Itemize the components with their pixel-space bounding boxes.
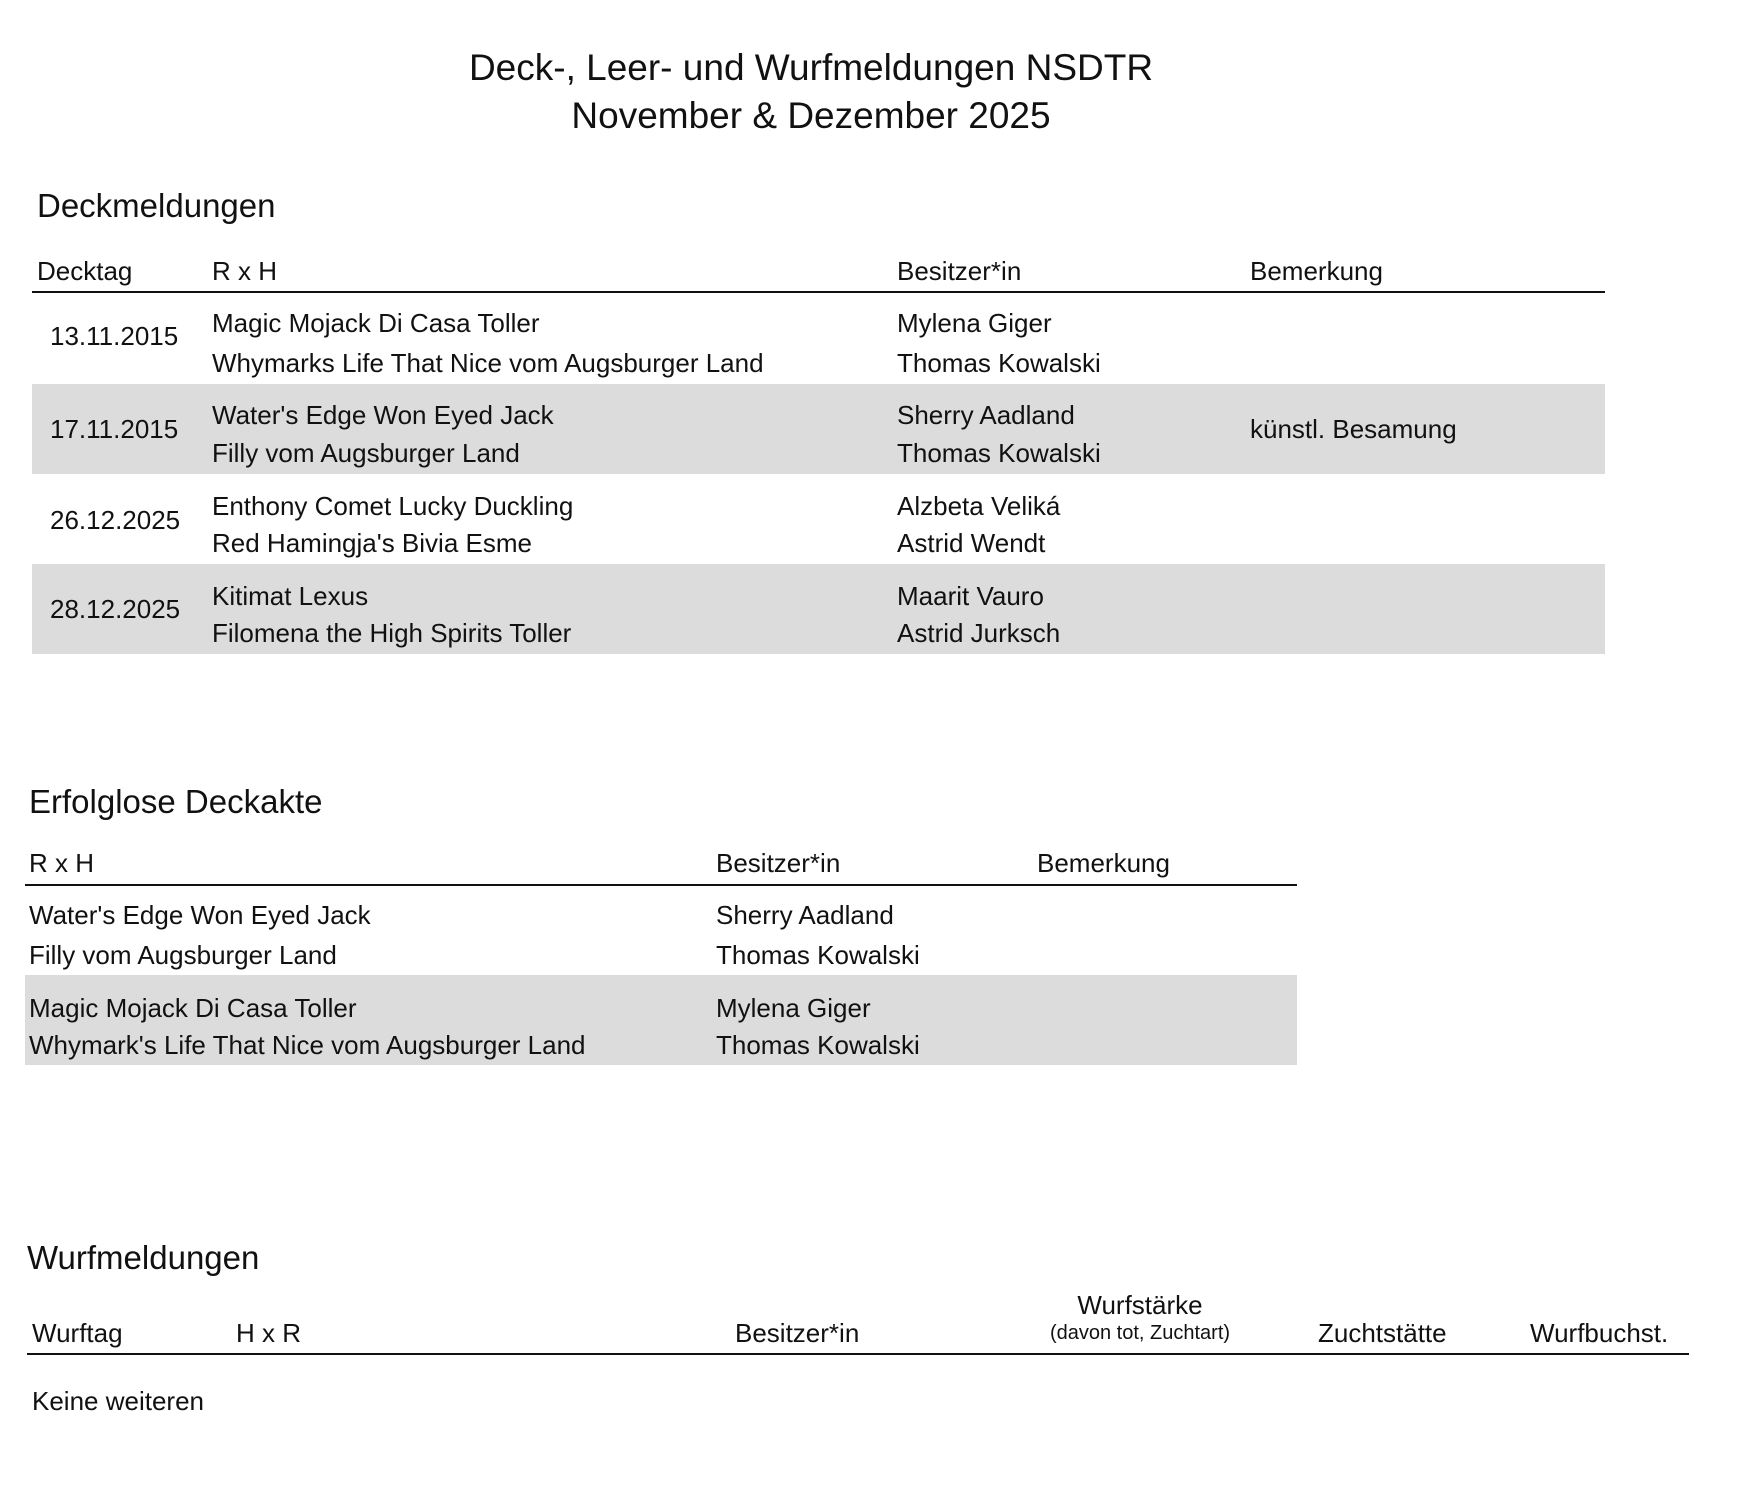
column-header-wurfstaerke [1030, 1290, 1250, 1346]
section-title-wurfmeldungen: Wurfmeldungen [27, 1239, 260, 1276]
column-header-hxr: H x R [236, 1318, 301, 1348]
row-owner-female: Astrid Wendt [897, 528, 1046, 558]
row-owner-male: Mylena Giger [716, 993, 871, 1023]
column-header-bemerkung: Bemerkung [1250, 256, 1383, 286]
row-owner-female: Thomas Kowalski [716, 1030, 920, 1060]
column-header-besitzer: Besitzer*in [716, 848, 841, 878]
row-owner-male: Mylena Giger [897, 308, 1052, 338]
header-divider [32, 291, 1605, 293]
row-date: 17.11.2015 [50, 414, 179, 444]
header-divider [27, 1353, 1689, 1355]
column-header-rxh: R x H [212, 256, 277, 286]
row-owner-female: Astrid Jurksch [897, 618, 1061, 648]
row-female: Filomena the High Spirits Toller [212, 618, 572, 648]
column-header-besitzer: Besitzer*in [735, 1318, 860, 1348]
column-header-zuchtstaette: Zuchtstätte [1318, 1318, 1447, 1348]
row-female: Filly vom Augsburger Land [212, 438, 520, 468]
column-header-besitzer: Besitzer*in [897, 256, 1022, 286]
row-owner-female: Thomas Kowalski [897, 438, 1101, 468]
row-male: Kitimat Lexus [212, 581, 369, 611]
row-male: Enthony Comet Lucky Duckling [212, 491, 574, 521]
row-owner-male: Sherry Aadland [897, 400, 1075, 430]
row-date: 26.12.2025 [50, 505, 181, 535]
row-owner-male: Sherry Aadland [716, 900, 894, 930]
row-female: Red Hamingja's Bivia Esme [212, 528, 532, 558]
row-female: Filly vom Augsburger Land [29, 940, 337, 970]
column-header-wurfbuchst: Wurfbuchst. [1530, 1318, 1669, 1348]
row-male: Magic Mojack Di Casa Toller [212, 308, 540, 338]
row-owner-male: Maarit Vauro [897, 581, 1044, 611]
row-date: 13.11.2015 [50, 321, 179, 351]
wurfstaerke-label: Wurfstärke [1077, 1290, 1203, 1320]
column-header-wurftag: Wurftag [32, 1318, 123, 1348]
wurfstaerke-sublabel: (davon tot, Zuchtart) [1049, 1322, 1231, 1344]
row-owner-male: Alzbeta Veliká [897, 491, 1061, 521]
row-date: 28.12.2025 [50, 594, 181, 624]
row-female: Whymark's Life That Nice vom Augsburger Land [29, 1030, 586, 1060]
row-female: Whymarks Life That Nice vom Augsburger Land [212, 348, 764, 378]
row-remark: künstl. Besamung [1250, 414, 1457, 444]
column-header-bemerkung: Bemerkung [1037, 848, 1170, 878]
section-title-deckmeldungen: Deckmeldungen [37, 187, 276, 224]
column-header-rxh: R x H [29, 848, 94, 878]
document-title: Deck-, Leer- und Wurfmeldungen NSDTR [468, 47, 1154, 88]
row-male: Water's Edge Won Eyed Jack [212, 400, 554, 430]
row-male: Water's Edge Won Eyed Jack [29, 900, 371, 930]
empty-message: Keine weiteren [32, 1386, 204, 1416]
column-header-decktag: Decktag [37, 256, 133, 286]
row-owner-female: Thomas Kowalski [716, 940, 920, 970]
document-subtitle: November & Dezember 2025 [571, 95, 1051, 136]
header-divider [25, 884, 1297, 886]
section-title-erfolglose: Erfolglose Deckakte [29, 783, 323, 820]
row-owner-female: Thomas Kowalski [897, 348, 1101, 378]
row-male: Magic Mojack Di Casa Toller [29, 993, 357, 1023]
